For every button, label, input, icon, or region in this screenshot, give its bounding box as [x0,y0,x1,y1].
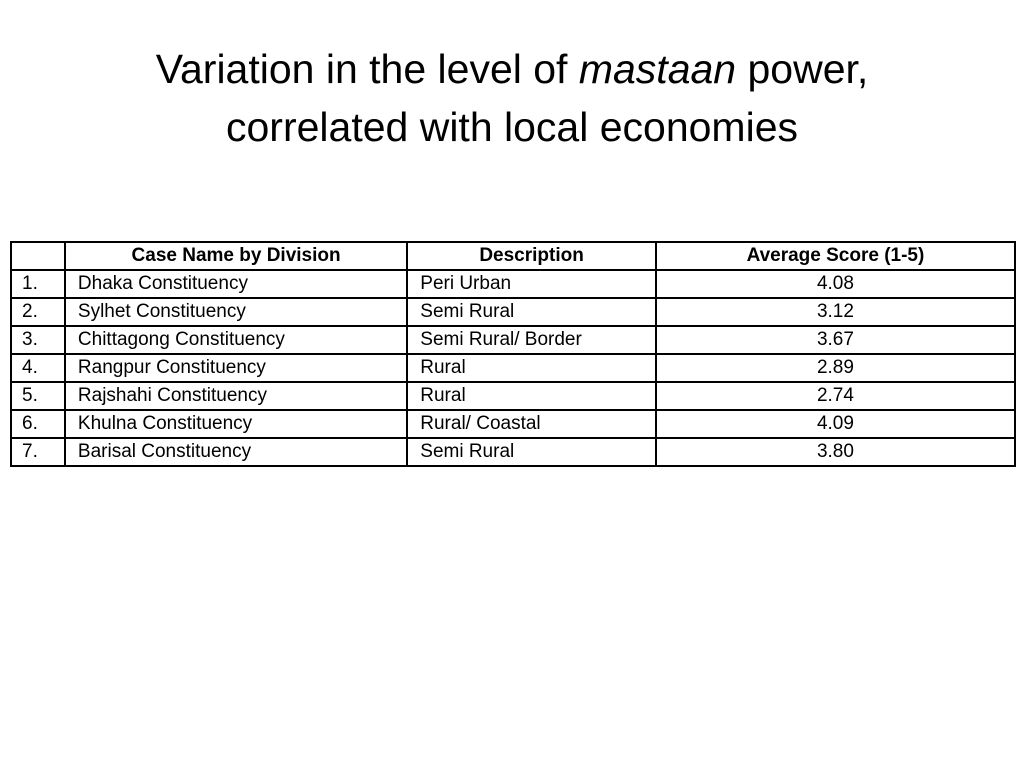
title-line-1 [40,40,984,98]
row-average-score: 3.12 [656,298,1015,326]
header-description: Description [407,242,656,270]
table-row [11,298,1015,326]
row-average-score: 2.89 [656,354,1015,382]
slide-title [40,40,984,156]
title-line-2: correlated with local economies [226,104,798,150]
case-table [10,241,1016,467]
row-number: 3. [11,326,65,354]
row-description: Semi Rural/ Border [407,326,656,354]
row-description: Semi Rural [407,298,656,326]
row-average-score: 4.08 [656,270,1015,298]
title-text-before: Variation in the level of [155,46,579,92]
header-number [11,242,65,270]
table-row [11,270,1015,298]
row-description: Rural [407,382,656,410]
title-text-after: power, [736,46,869,92]
table-row [11,382,1015,410]
table-row [11,354,1015,382]
row-case-name: Chittagong Constituency [65,326,407,354]
row-description: Peri Urban [407,270,656,298]
row-case-name: Khulna Constituency [65,410,407,438]
row-number: 1. [11,270,65,298]
row-number: 2. [11,298,65,326]
row-number: 5. [11,382,65,410]
row-case-name: Sylhet Constituency [65,298,407,326]
table-row [11,438,1015,466]
title-italic-term: mastaan [578,46,737,92]
row-case-name: Rangpur Constituency [65,354,407,382]
table-row [11,326,1015,354]
header-case-name: Case Name by Division [65,242,407,270]
row-description: Rural [407,354,656,382]
row-number: 4. [11,354,65,382]
row-description: Semi Rural [407,438,656,466]
row-number: 7. [11,438,65,466]
row-average-score: 3.67 [656,326,1015,354]
row-average-score: 4.09 [656,410,1015,438]
table-header-row [11,242,1015,270]
header-average-score: Average Score (1-5) [656,242,1015,270]
table-row [11,410,1015,438]
row-case-name: Rajshahi Constituency [65,382,407,410]
row-number: 6. [11,410,65,438]
row-description: Rural/ Coastal [407,410,656,438]
row-case-name: Dhaka Constituency [65,270,407,298]
row-case-name: Barisal Constituency [65,438,407,466]
row-average-score: 2.74 [656,382,1015,410]
row-average-score: 3.80 [656,438,1015,466]
